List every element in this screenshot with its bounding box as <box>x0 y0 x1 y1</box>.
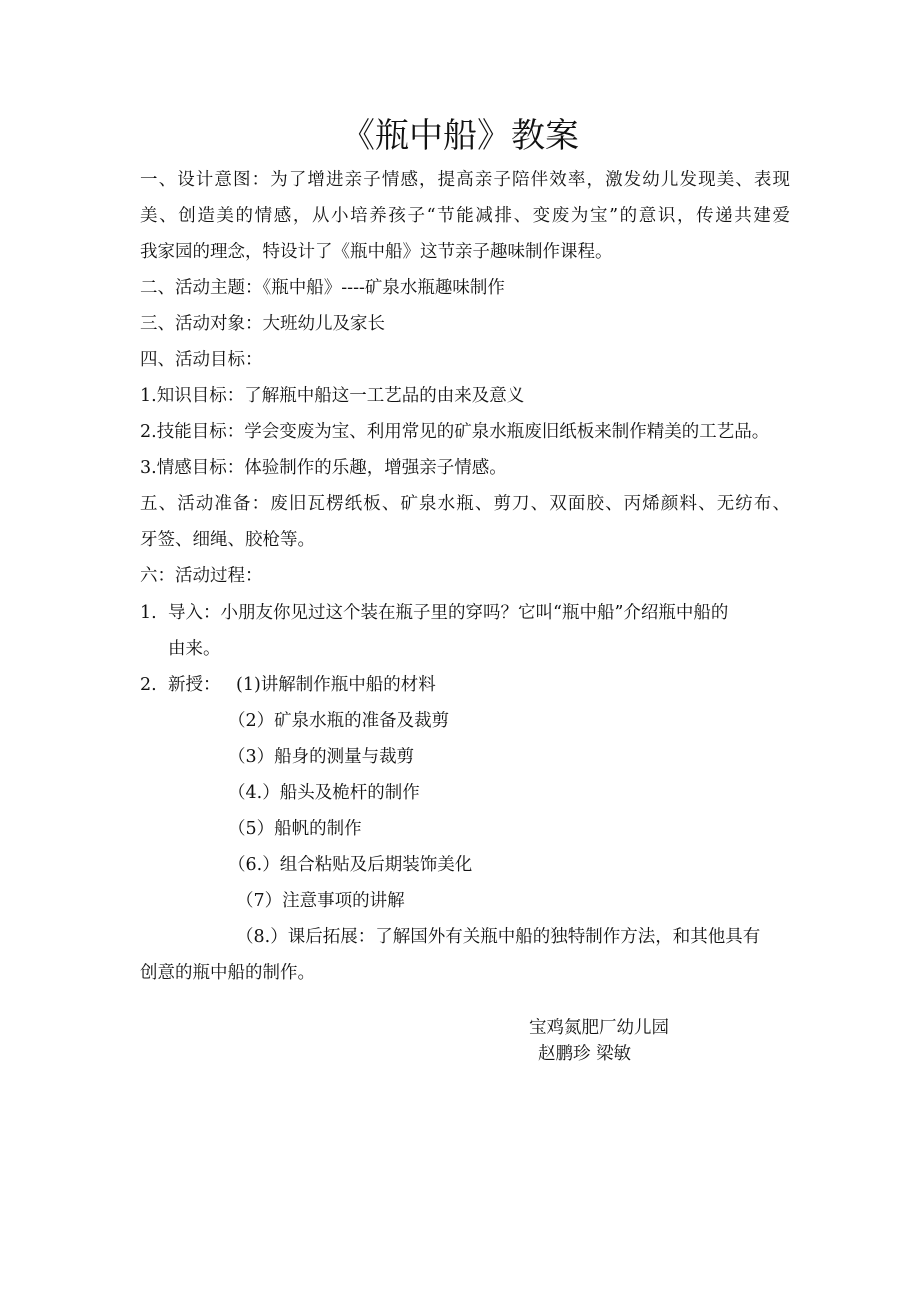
signature-organization: 宝鸡氮肥厂幼儿园 <box>529 1018 669 1038</box>
theme-line: 二、活动主题：《瓶中船》----矿泉水瓶趣味制作 <box>140 278 505 298</box>
step-2 <box>140 672 221 698</box>
goal-emotion: 3.情感目标：体验制作的乐趣，增强亲子情感。 <box>140 458 507 478</box>
intent-line-3: 我家园的理念，特设计了《瓶中船》这节亲子趣味制作课程。 <box>140 242 613 262</box>
signature-authors: 赵鹏珍 梁敏 <box>538 1044 632 1064</box>
step-2-number: 2. <box>140 675 157 695</box>
step-2-item: （8.）课后拓展：了解国外有关瓶中船的独特制作方法，和其他具有 <box>236 927 761 947</box>
process-heading: 六：活动过程： <box>140 566 263 586</box>
step-2-label: 新授： <box>168 675 221 695</box>
prep-line-2: 牙签、细绳、胶枪等。 <box>140 530 315 550</box>
step-2-item-continuation: 创意的瓶中船的制作。 <box>140 963 315 983</box>
goals-heading: 四、活动目标： <box>140 350 263 370</box>
step-2-item: （5）船帆的制作 <box>228 819 362 839</box>
step-1-text: 导入：小朋友你见过这个装在瓶子里的穿吗？它叫“瓶中船”介绍瓶中船的 <box>168 603 729 623</box>
step-2-item: （3）船身的测量与裁剪 <box>228 747 415 767</box>
step-2-item: （2）矿泉水瓶的准备及裁剪 <box>228 711 450 731</box>
goal-skill: 2.技能目标：学会变废为宝、利用常见的矿泉水瓶废旧纸板来制作精美的工艺品。 <box>140 422 770 442</box>
intent-line-2: 美、创造美的情感，从小培养孩子“节能减排、变废为宝”的意识，传递共建爱 <box>140 206 790 226</box>
step-2-item: （7）注意事项的讲解 <box>236 891 405 911</box>
goal-knowledge: 1.知识目标：了解瓶中船这一工艺品的由来及意义 <box>140 386 525 406</box>
step-2-item: (1)讲解制作瓶中船的材料 <box>236 675 436 695</box>
target-line: 三、活动对象：大班幼儿及家长 <box>140 314 385 334</box>
step-2-item: （6.）组合粘贴及后期装饰美化 <box>228 855 473 875</box>
prep-line-1: 五、活动准备：废旧瓦楞纸板、矿泉水瓶、剪刀、双面胶、丙烯颜料、无纺布、 <box>140 494 790 514</box>
document-title: 《瓶中船》教案 <box>341 116 579 156</box>
intent-line-1: 一、设计意图：为了增进亲子情感，提高亲子陪伴效率，激发幼儿发现美、表现 <box>140 170 790 190</box>
step-1 <box>140 600 728 626</box>
step-1-number: 1. <box>140 603 157 623</box>
step-2-item: （4.）船头及桅杆的制作 <box>228 783 420 803</box>
step-1-continuation: 由来。 <box>168 639 221 659</box>
